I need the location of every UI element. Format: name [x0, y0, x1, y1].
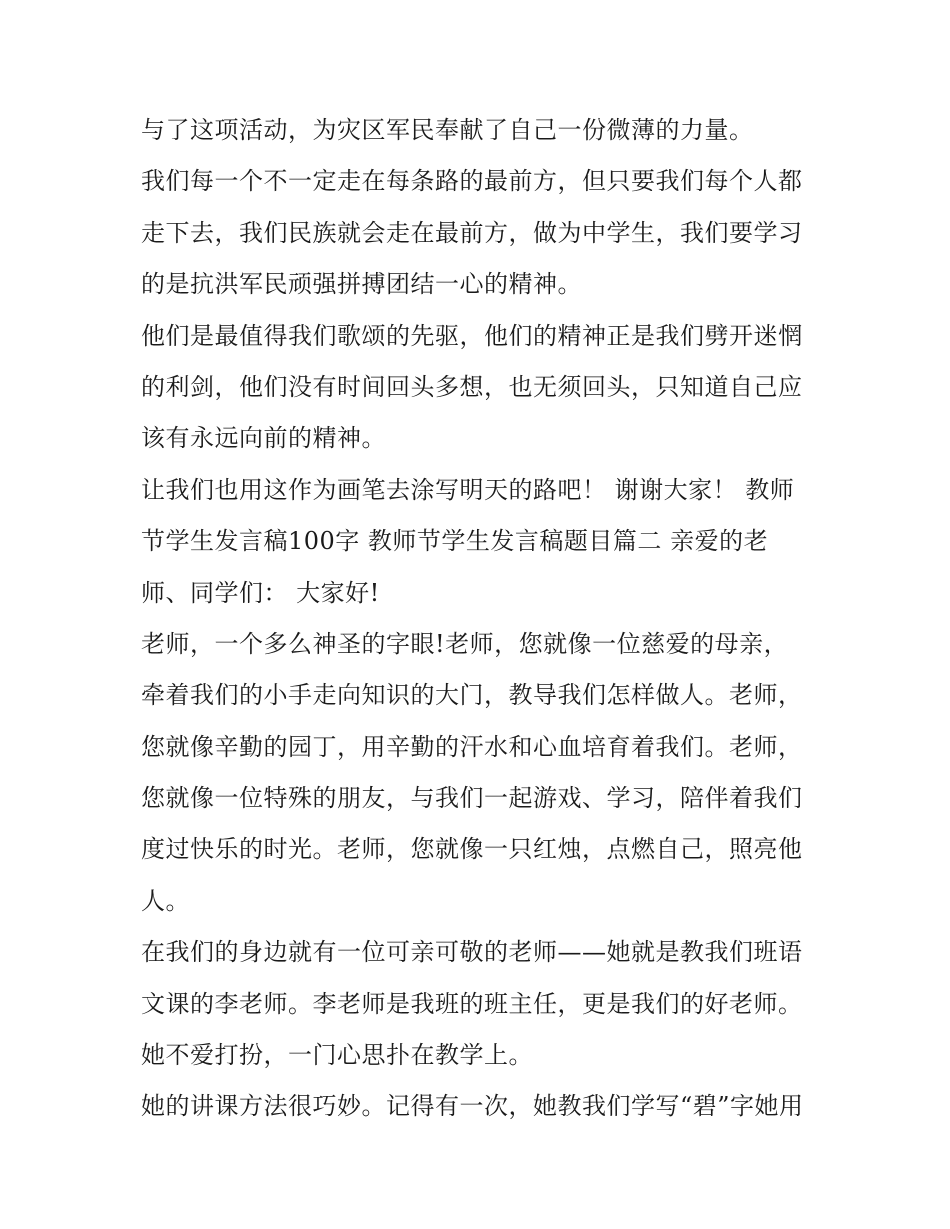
text-line: 我们每一个不一定走在每条路的最前方，但只要我们每个人都 [141, 167, 803, 196]
text-line: 她的讲课方法很巧妙。记得有一次，她教我们学写“碧”字她用 [141, 1092, 804, 1121]
text-line: 的利剑，他们没有时间回头多想，也无须回头，只知道自己应 [141, 372, 803, 401]
text-line: 在我们的身边就有一位可亲可敬的老师——她就是教我们班语 [141, 938, 803, 967]
text-line: 她不爱打扮，一门心思扑在教学上。 [141, 1041, 533, 1070]
text-line: 的是抗洪军民顽强拼搏团结一心的精神。 [141, 270, 582, 299]
text-line: 文课的李老师。李老师是我班的班主任，更是我们的好老师。 [141, 989, 803, 1018]
text-line: 该有永远向前的精神。 [141, 424, 386, 453]
text-line: 您就像一位特殊的朋友，与我们一起游戏、学习，陪伴着我们 [141, 784, 803, 813]
text-line: 老师，一个多么神圣的字眼!老师，您就像一位慈爱的母亲， [141, 629, 789, 658]
text-line: 牵着我们的小手走向知识的大门，教导我们怎样做人。老师， [141, 681, 803, 710]
text-line: 节学生发言稿100字 教师节学生发言稿题目篇二 亲爱的老 [141, 527, 769, 556]
text-line: 师、同学们： 大家好! [141, 578, 380, 607]
text-line: 人。 [141, 886, 190, 915]
text-line: 让我们也用这作为画笔去涂写明天的路吧！ 谢谢大家！ 教师 [141, 475, 795, 504]
text-line: 与了这项活动，为灾区军民奉献了自己一份微薄的力量。 [141, 116, 754, 144]
text-line: 度过快乐的时光。老师，您就像一只红烛，点燃自己，照亮他 [141, 835, 803, 864]
text-line: 走下去，我们民族就会走在最前方，做为中学生，我们要学习 [141, 218, 803, 247]
text-line: 您就像辛勤的园丁，用辛勤的汗水和心血培育着我们。老师， [141, 732, 803, 761]
document-body [141, 108, 821, 1136]
text-line: 他们是最值得我们歌颂的先驱，他们的精神正是我们劈开迷惘 [141, 321, 803, 350]
